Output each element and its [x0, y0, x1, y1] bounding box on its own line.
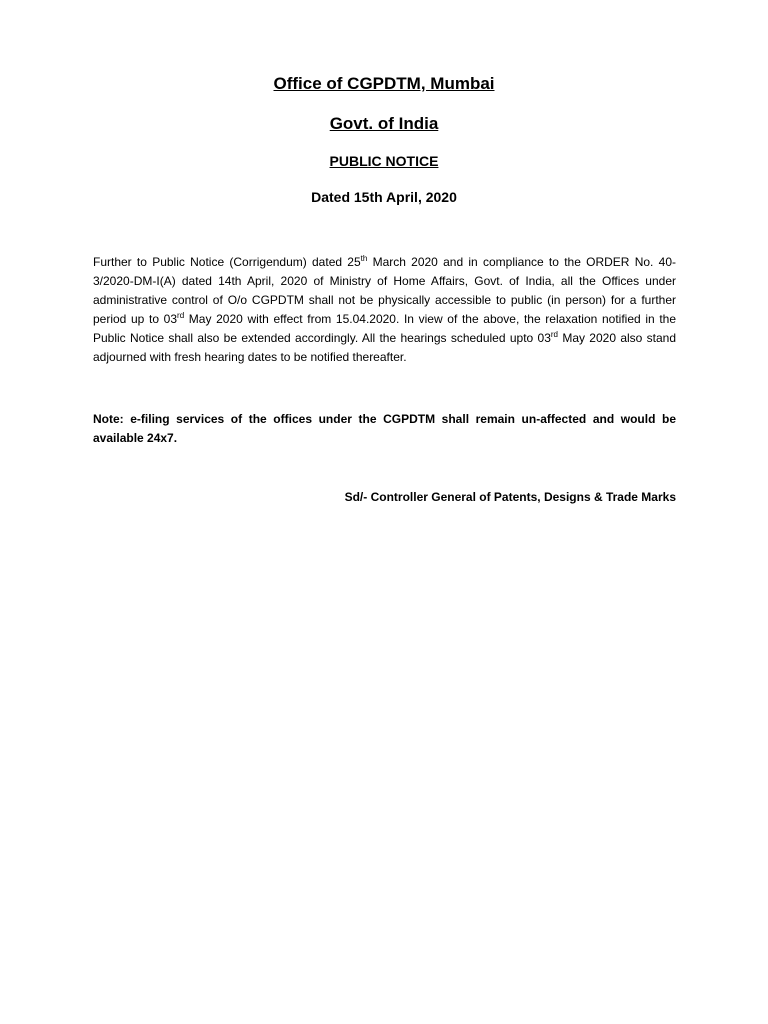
notice-date: Dated 15th April, 2020 — [311, 189, 457, 205]
superscript-rd: rd — [177, 311, 185, 320]
government-heading: Govt. of India — [329, 114, 439, 133]
office-heading: Office of CGPDTM, Mumbai — [273, 74, 495, 93]
superscript-th: th — [360, 254, 368, 263]
paragraph-text-2: March 2020 and in compliance to the ORDER No. 40-3/2020-DM-I(A) dated 14th April, 2020 of Ministry of Home Affairs, Govt. of India, all the Offices under administrative control of O/o CGPDTM shall not be physically accessible to public (in person) for a further period up to 03 — [93, 255, 676, 326]
main-paragraph — [93, 253, 676, 367]
signature-line: Sd/- Controller General of Patents, Designs & Trade Marks — [344, 490, 676, 504]
notice-title: PUBLIC NOTICE — [329, 153, 439, 169]
paragraph-text-3: May 2020 with effect from 15.04.2020. In view of the above, the relaxation notified in the Public Notice shall also be extended accordingly. All the hearings scheduled upto 03 — [93, 312, 676, 345]
superscript-rd-2: rd — [550, 330, 558, 339]
paragraph-text-4: May 2020 also stand adjourned with fresh hearing dates to be notified thereafter. — [93, 331, 677, 364]
note-paragraph: Note: e-filing services of the offices under the CGPDTM shall remain un-affected and would be available 24x7. — [93, 412, 676, 445]
paragraph-text-1: Further to Public Notice (Corrigendum) dated 25 — [93, 255, 361, 269]
